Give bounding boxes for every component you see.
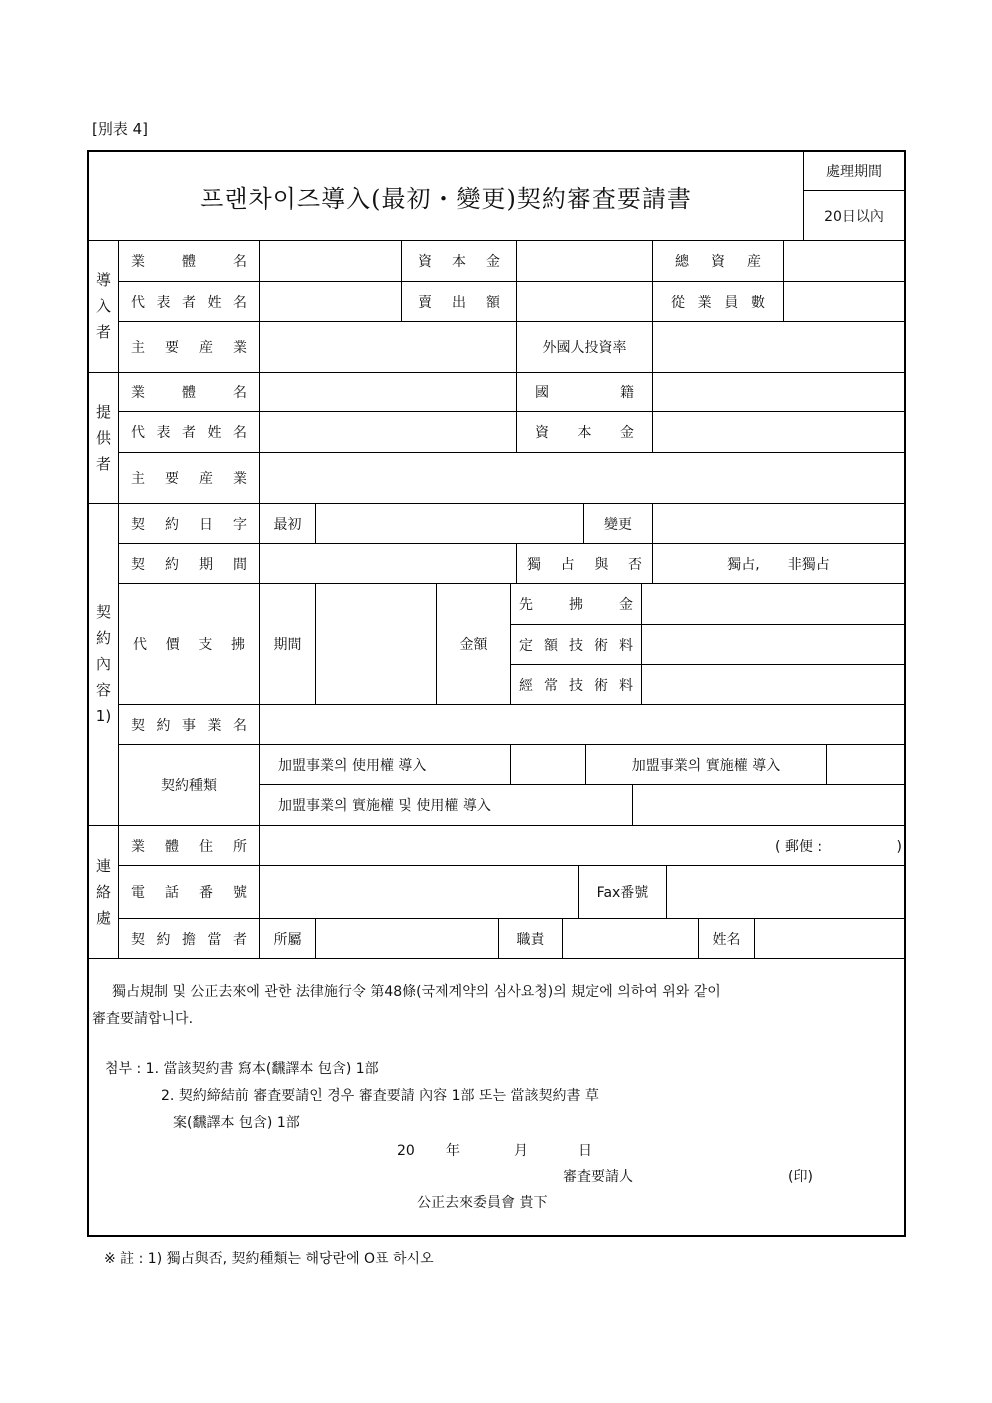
contract-type-usage-right-mark[interactable] [511, 745, 585, 784]
contract-period-label: 契 約 期 間 [131, 556, 247, 573]
contact-section-label: 連 絡 處 [95, 856, 111, 927]
running-fee-label: 經 常 技 術 料 [519, 677, 633, 694]
importer-main-industry-field[interactable] [260, 322, 516, 372]
contract-business-name-label: 契 約 事 業 名 [131, 717, 247, 734]
contract-initial-date-field[interactable] [316, 504, 583, 543]
form-title: 프랜차이즈導入(最初・變更)契約審査要請書 [200, 184, 692, 213]
payment-amount-label: 金額 [459, 637, 488, 653]
payment-period-label: 期間 [273, 637, 302, 653]
date-year-prefix: 20 [397, 1143, 415, 1159]
running-fee-field[interactable] [642, 665, 904, 704]
processing-period-label: 處理期間 [826, 164, 882, 180]
importer-section-label: 導 入 者 [95, 271, 111, 341]
contract-type-execution-right-mark[interactable] [827, 745, 904, 784]
fax-label: Fax番號 [596, 885, 649, 901]
advance-payment-field[interactable] [642, 584, 904, 624]
contract-type-label: 契約種類 [161, 778, 217, 794]
attachment-2-continued: 案(飜譯本 包含) 1部 [173, 1115, 300, 1131]
importer-representative-field[interactable] [260, 282, 401, 321]
importer-capital-label: 資 本 金 [418, 254, 500, 270]
advance-payment-label: 先 拂 金 [519, 597, 633, 613]
importer-total-assets-field[interactable] [784, 241, 904, 281]
date-day: 日 [578, 1143, 592, 1159]
contract-type-both-rights: 加盟事業의 實施權 및 使用權 導入 [278, 798, 491, 814]
importer-employees-label: 從 業 員 數 [671, 294, 765, 311]
provider-representative-field[interactable] [260, 412, 516, 452]
payment-label: 代 價 支 拂 [133, 637, 245, 653]
contract-period-field[interactable] [260, 544, 516, 583]
declaration-line-1: 獨占規制 및 公正去來에 관한 法律施行令 第48條(국제계약의 심사요청)의 規定에 의하여 위와 같이 [112, 984, 721, 1000]
importer-company-name-field[interactable] [260, 241, 401, 281]
phone-field[interactable] [260, 866, 578, 918]
importer-total-assets-label: 總 資 産 [675, 254, 761, 270]
contract-type-execution-right: 加盟事業의 實施權 導入 [631, 757, 781, 774]
provider-capital-field[interactable] [653, 412, 904, 452]
declaration-line-2: 審査要請합니다. [92, 1011, 194, 1027]
importer-sales-label: 賣 出 額 [418, 294, 500, 311]
importer-foreign-investment-label: 外國人投資率 [542, 340, 627, 356]
provider-representative-label: 代 表 者 姓 名 [131, 425, 247, 441]
importer-capital-field[interactable] [517, 241, 652, 281]
importer-main-industry-label: 主 要 産 業 [131, 340, 247, 356]
importer-representative-label: 代 表 者 姓 名 [131, 294, 247, 311]
exclusivity-options[interactable]: 獨占, 非獨占 [727, 556, 830, 573]
contract-initial-label: 最初 [273, 516, 302, 533]
seal-mark: (印) [788, 1169, 813, 1185]
attachment-2: 2. 契約締結前 審査要請인 경우 審査要請 內容 1部 또는 當該契約書 草 [161, 1088, 599, 1104]
provider-section-label: 提 供 者 [95, 402, 111, 473]
provider-nationality-label: 國 籍 [535, 385, 634, 401]
provider-capital-label: 資 本 金 [535, 425, 634, 441]
provider-company-name-label: 業 體 名 [131, 385, 247, 401]
importer-employees-field[interactable] [784, 282, 904, 321]
provider-main-industry-field[interactable] [260, 453, 904, 503]
name-label: 姓名 [712, 931, 741, 948]
processing-period-value: 20日以內 [824, 208, 884, 225]
contract-business-name-field[interactable] [260, 705, 904, 744]
provider-company-name-field[interactable] [260, 373, 516, 411]
importer-foreign-investment-field[interactable] [653, 322, 904, 372]
provider-main-industry-label: 主 要 産 業 [131, 471, 247, 487]
requester-label: 審査要請人 [563, 1169, 633, 1185]
contract-change-date-field[interactable] [653, 504, 904, 543]
importer-sales-field[interactable] [517, 282, 652, 321]
address-label: 業 體 住 所 [131, 838, 247, 855]
importer-company-name-label: 業 體 名 [131, 254, 247, 270]
department-label: 所屬 [273, 931, 302, 948]
fax-field[interactable] [667, 866, 904, 918]
contact-person-label: 契 約 擔 當 者 [131, 931, 247, 948]
name-field[interactable] [755, 919, 904, 958]
department-field[interactable] [316, 919, 498, 958]
exclusivity-label: 獨 占 與 否 [527, 556, 642, 573]
contract-type-usage-right: 加盟事業의 使用權 導入 [278, 757, 427, 774]
date-month: 月 [514, 1143, 528, 1159]
address-field[interactable] [260, 826, 904, 865]
postal-code-label: ( 郵便 : ) [775, 838, 902, 855]
contract-section-label: 契 約 內 容 1) [95, 603, 112, 725]
payment-period-field[interactable] [316, 584, 436, 704]
contract-type-both-rights-mark[interactable] [633, 785, 904, 825]
footnote: ※ 註 : 1) 獨占與否, 契約種類는 해당란에 O표 하시오 [104, 1251, 434, 1267]
date-year: 年 [446, 1143, 460, 1159]
position-label: 職責 [516, 931, 545, 948]
attachment-1: 첨부 : 1. 當該契約書 寫本(飜譯本 包含) 1部 [105, 1061, 379, 1077]
annex-label: [別表 4] [92, 120, 149, 138]
position-field[interactable] [563, 919, 698, 958]
contract-change-label: 變更 [604, 516, 632, 533]
contract-date-label: 契 約 日 字 [131, 516, 247, 533]
provider-nationality-field[interactable] [653, 373, 904, 411]
phone-label: 電 話 番 號 [131, 885, 247, 901]
addressee: 公正去來委員會 貴下 [417, 1195, 548, 1211]
fixed-fee-label: 定 額 技 術 料 [519, 637, 633, 654]
fixed-fee-field[interactable] [642, 625, 904, 664]
